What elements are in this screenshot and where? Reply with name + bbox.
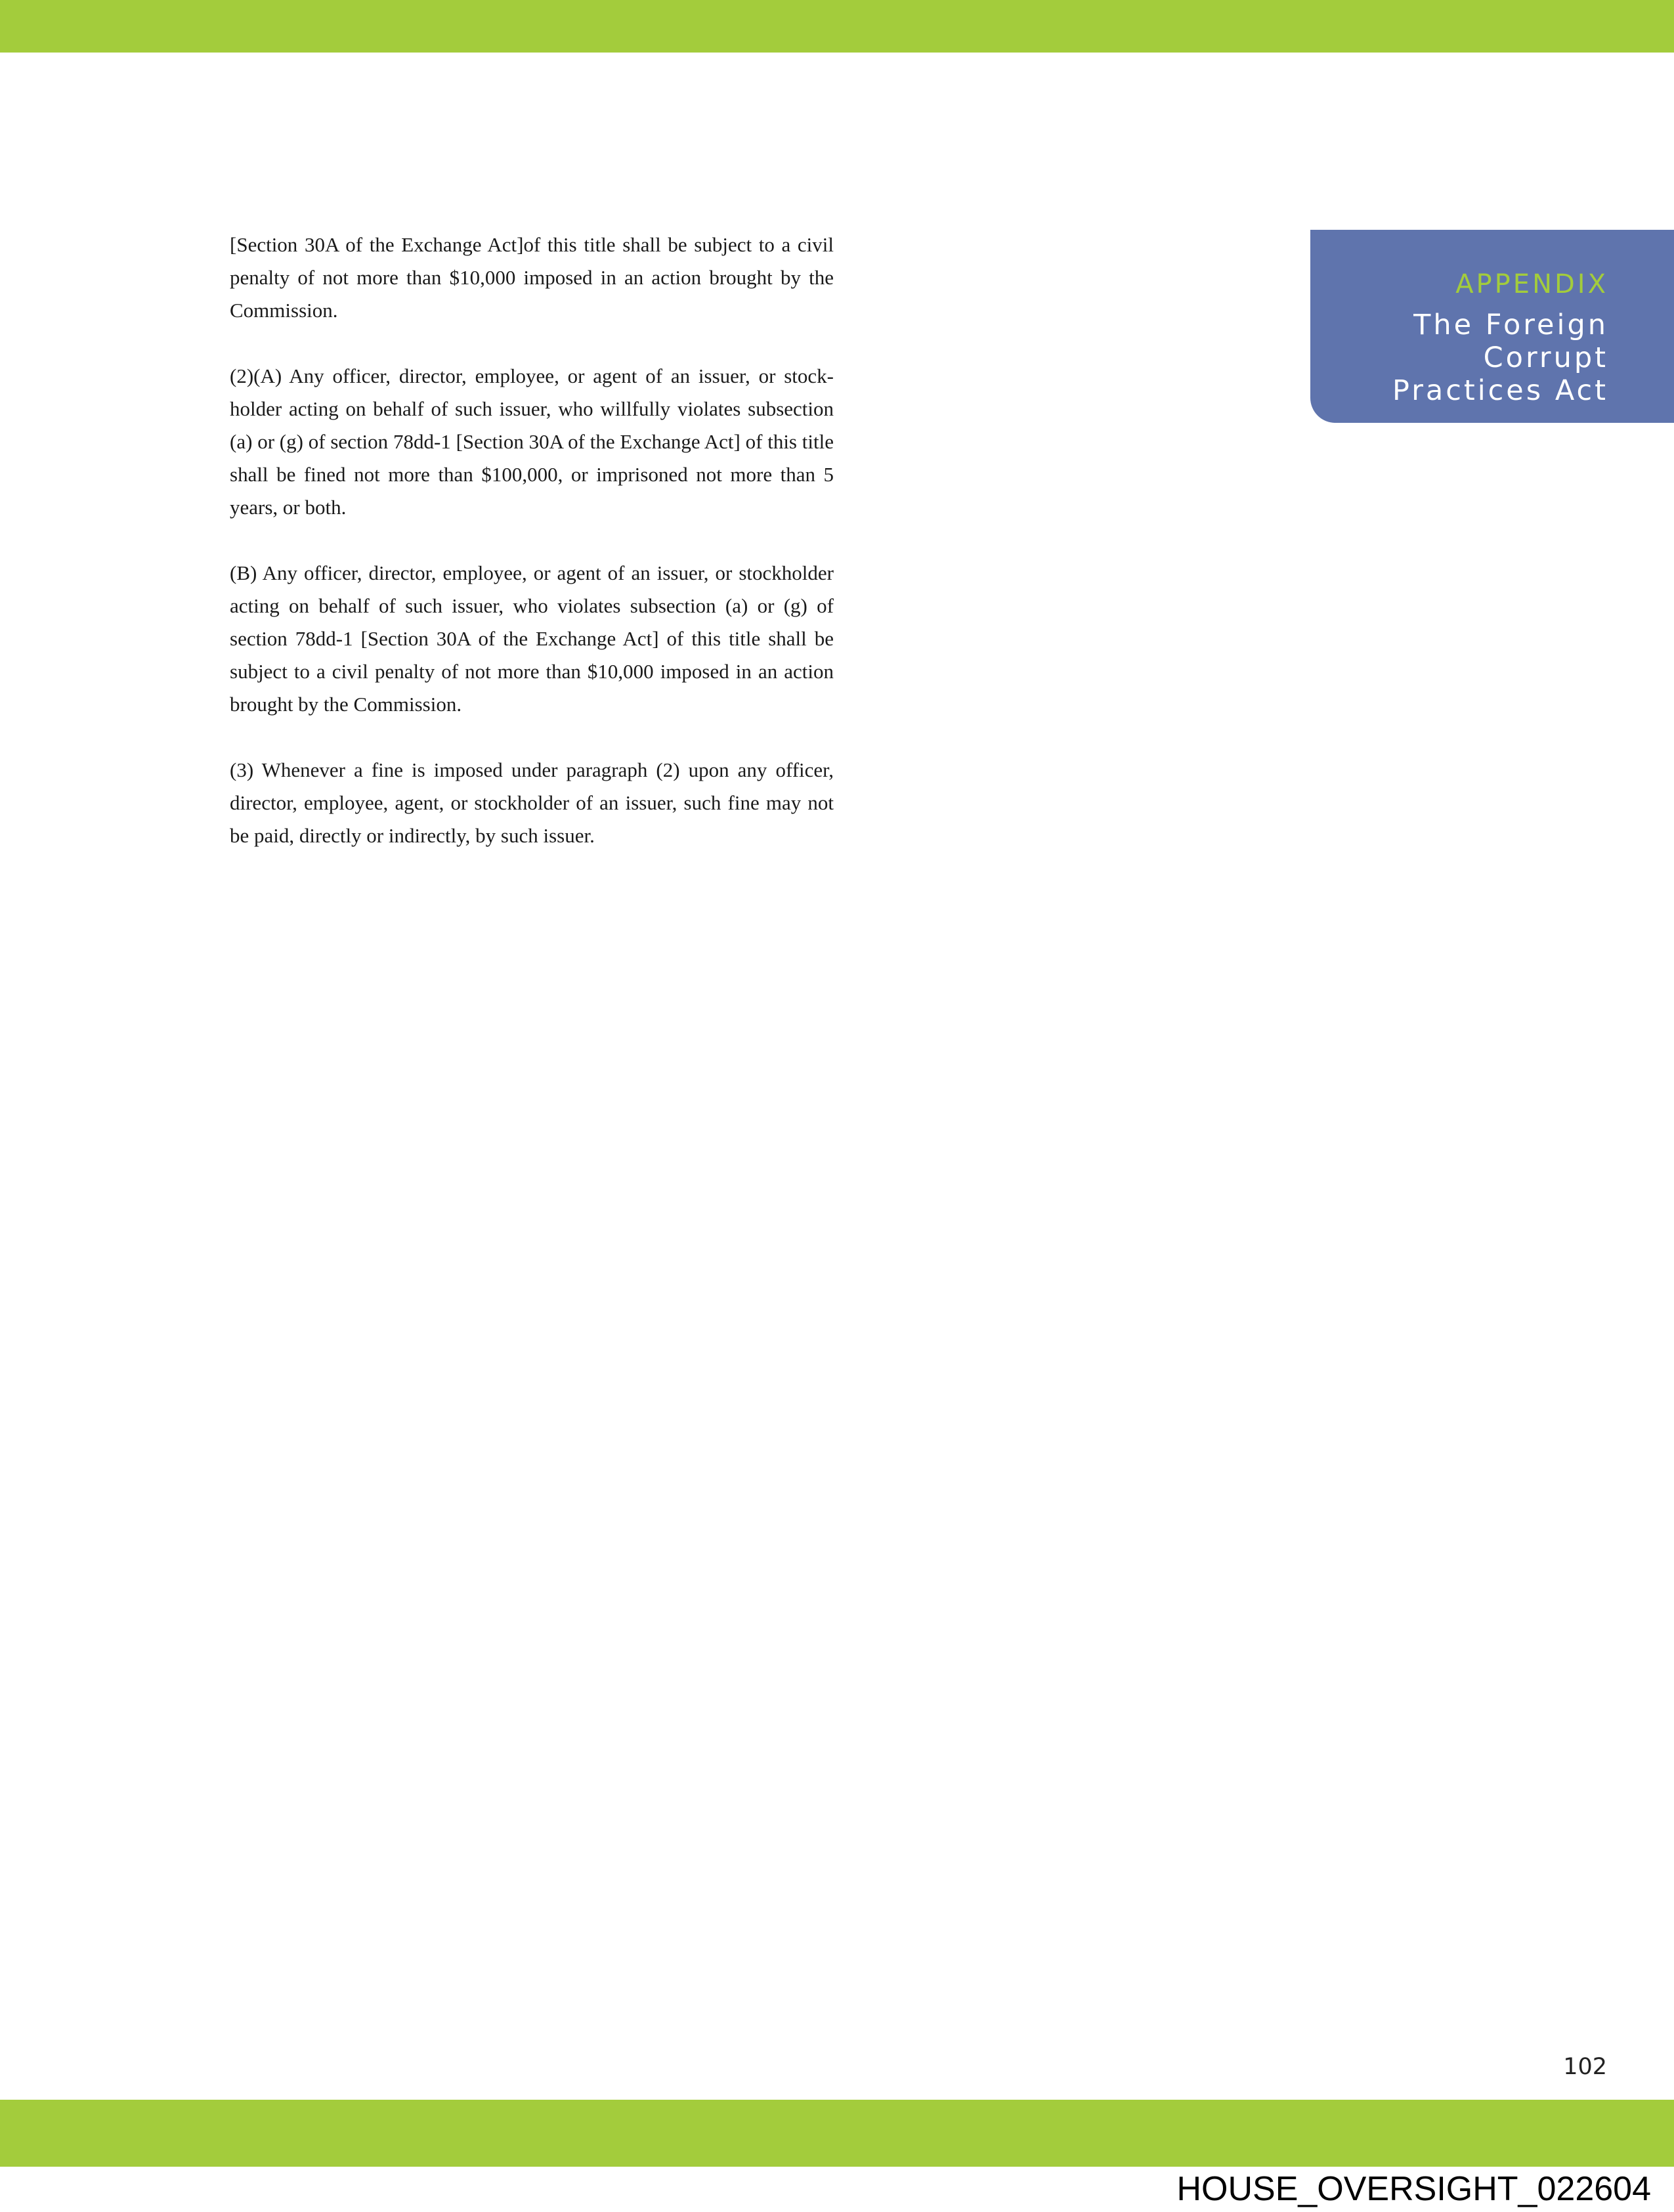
body-paragraph: (B) Any officer, director, employee, or agent of an issuer, or stockholder acting on behalf of such issuer, who violates subsection (a) or (g) of section 78dd-1 [Section 30A of the Exchange Act] of this title shall be subject to a civil penalty of not more than $10,000 imposed in an action brought by the Commission. <box>230 561 834 716</box>
appendix-section-tab <box>1310 230 1674 423</box>
top-accent-bar <box>0 0 1674 53</box>
page-number: 102 <box>1563 2054 1607 2080</box>
body-paragraph: [Section 30A of the Exchange Act]of this title shall be subject to a civil penalty of not more than $10,000 imposed in an action brought by the Commission. <box>230 233 834 322</box>
appendix-title-line: The Foreign <box>1413 309 1608 341</box>
appendix-title <box>1310 309 1608 407</box>
document-id-stamp: HOUSE_OVERSIGHT_022604 <box>1176 2170 1651 2208</box>
appendix-label: APPENDIX <box>1455 269 1608 299</box>
body-text-column <box>230 228 834 885</box>
appendix-title-line: Practices Act <box>1392 374 1608 407</box>
appendix-title-line: Corrupt <box>1483 341 1608 374</box>
bottom-accent-bar <box>0 2100 1674 2167</box>
body-paragraph: (3) Whenever a fine is imposed under paragraph (2) upon any officer, director, employee, agent, or stockholder of an issuer, such fine may not be paid, directly or indirectly, by such issuer. <box>230 758 834 847</box>
body-paragraph: (2)(A) Any officer, director, employee, or agent of an issuer, or stockholder acting on behalf of such issuer, who willfully violates subsection (a) or (g) of section 78dd-1 [Section 30A of the Exchange Act] of this title shall be fined not more than $100,000, or imprisoned not more than 5 years, or both. <box>230 364 834 519</box>
